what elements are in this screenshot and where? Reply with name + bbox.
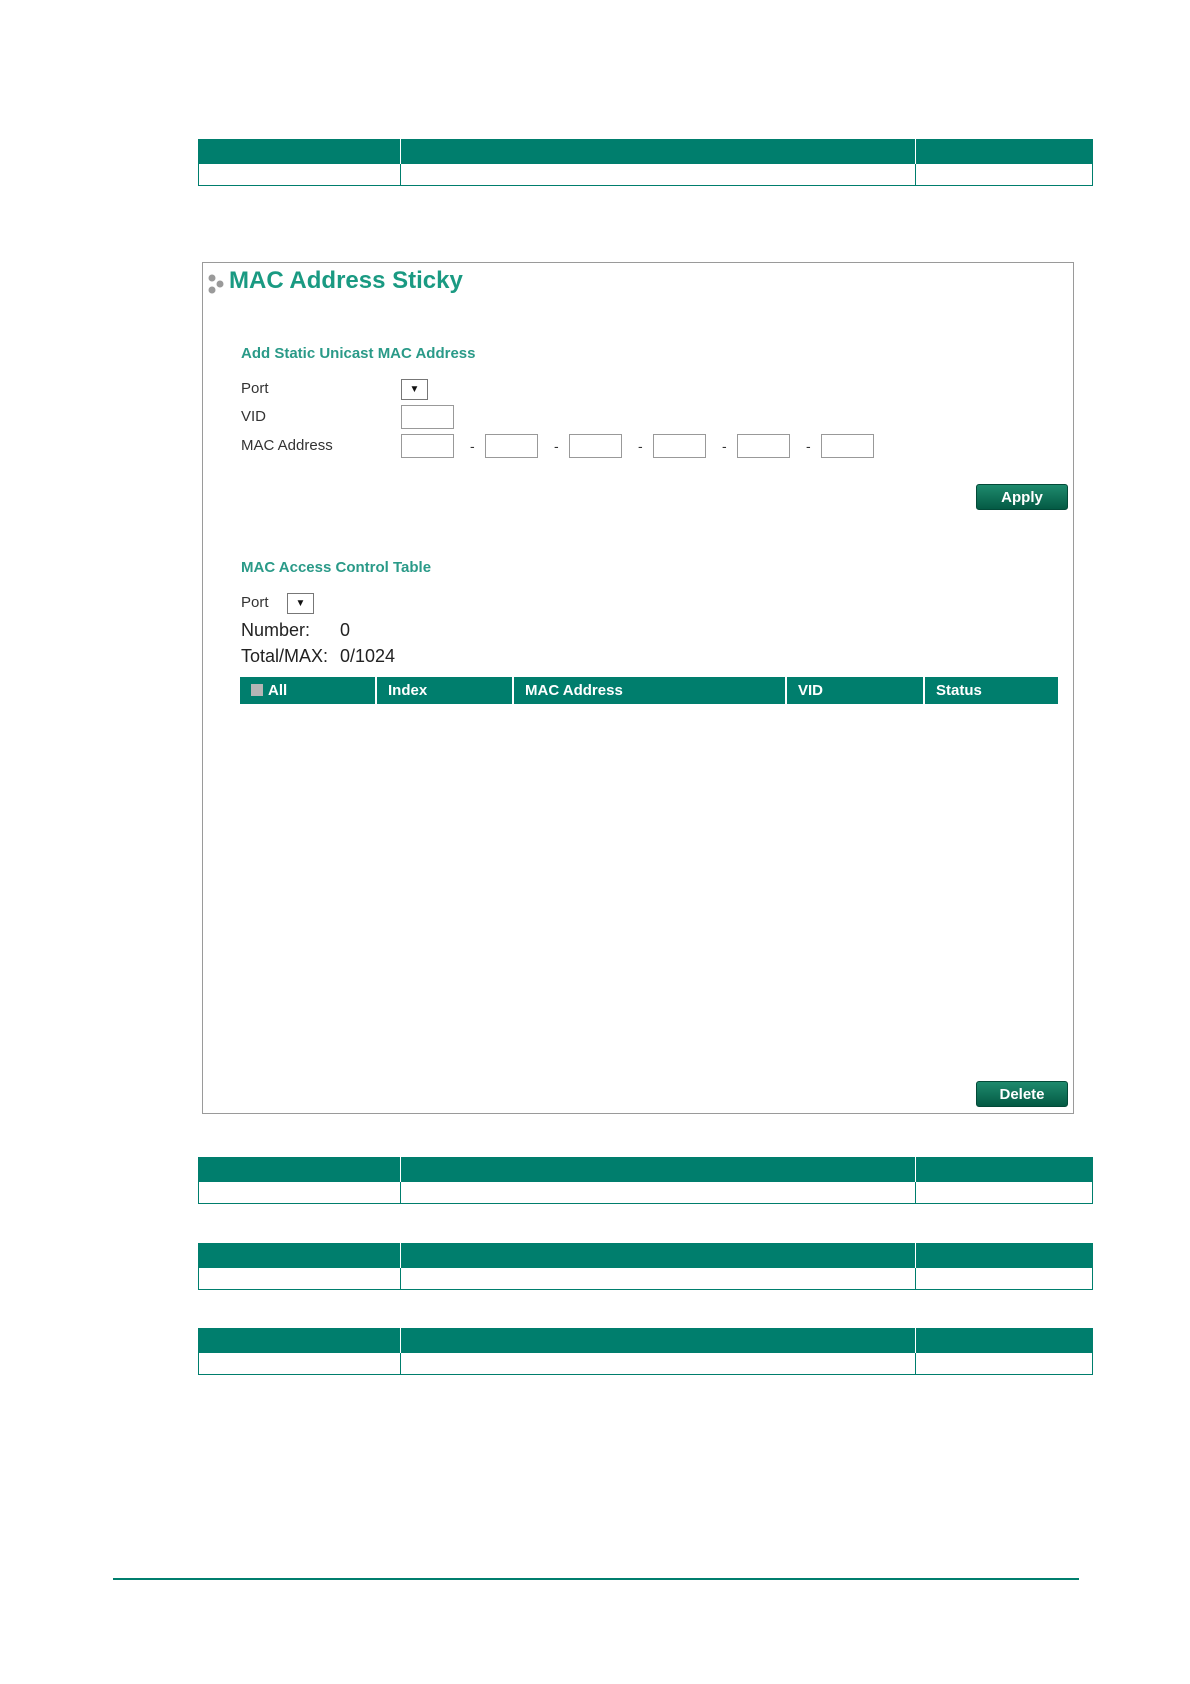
doc-table-header: [199, 1244, 1093, 1269]
add-section-title: Add Static Unicast MAC Address: [241, 345, 476, 362]
dropdown-arrow-icon: ▼: [295, 598, 306, 609]
doc-table-row: [199, 1182, 1093, 1204]
doc-table-row: [199, 164, 1093, 186]
footer-divider: [113, 1578, 1079, 1580]
column-index[interactable]: Index: [377, 677, 514, 704]
page-title: MAC Address Sticky: [229, 267, 463, 294]
mac-octet-3-input[interactable]: [569, 434, 622, 458]
mac-address-sticky-panel: [202, 262, 1074, 1114]
mac-access-control-table: [240, 677, 1058, 704]
doc-table-header: [199, 1329, 1093, 1354]
mac-octet-2-input[interactable]: [485, 434, 538, 458]
number-label: Number:: [241, 620, 311, 640]
apply-button[interactable]: Apply: [976, 484, 1068, 510]
total-max-label: Total/MAX:: [241, 646, 329, 666]
doc-table-row: [199, 1268, 1093, 1290]
mac-separator: -: [638, 438, 643, 454]
total-max-value: 0/1024: [340, 646, 396, 666]
column-mac-address[interactable]: MAC Address: [514, 677, 787, 704]
vid-input[interactable]: [401, 405, 454, 429]
mac-separator: -: [806, 438, 811, 454]
mac-separator: -: [470, 438, 475, 454]
vid-label: VID: [241, 408, 267, 425]
doc-table-3: [198, 1243, 1093, 1290]
mac-octet-4-input[interactable]: [653, 434, 706, 458]
doc-table-1: [198, 139, 1093, 186]
table-section-title: MAC Access Control Table: [241, 559, 432, 576]
column-all[interactable]: [240, 677, 377, 704]
port-select[interactable]: [401, 379, 428, 400]
mac-octet-5-input[interactable]: [737, 434, 790, 458]
doc-table-header: [199, 140, 1093, 165]
mac-octet-1-input[interactable]: [401, 434, 454, 458]
delete-button[interactable]: Delete: [976, 1081, 1068, 1107]
mac-address-label: MAC Address: [241, 437, 333, 454]
doc-table-header: [199, 1158, 1093, 1183]
port-label: Port: [241, 380, 269, 397]
dots-icon: [207, 273, 229, 295]
table-port-label: Port: [241, 594, 269, 611]
doc-table-2: [198, 1157, 1093, 1204]
table-port-select[interactable]: [287, 593, 314, 614]
mac-separator: -: [722, 438, 727, 454]
column-all-label: All: [268, 682, 288, 699]
select-all-checkbox[interactable]: [251, 684, 263, 696]
doc-table-4: [198, 1328, 1093, 1375]
dropdown-arrow-icon: ▼: [409, 384, 420, 395]
doc-table-row: [199, 1353, 1093, 1375]
mac-separator: -: [554, 438, 559, 454]
mac-octet-6-input[interactable]: [821, 434, 874, 458]
number-value: 0: [340, 620, 351, 640]
column-status[interactable]: Status: [925, 677, 1058, 704]
column-vid[interactable]: VID: [787, 677, 925, 704]
